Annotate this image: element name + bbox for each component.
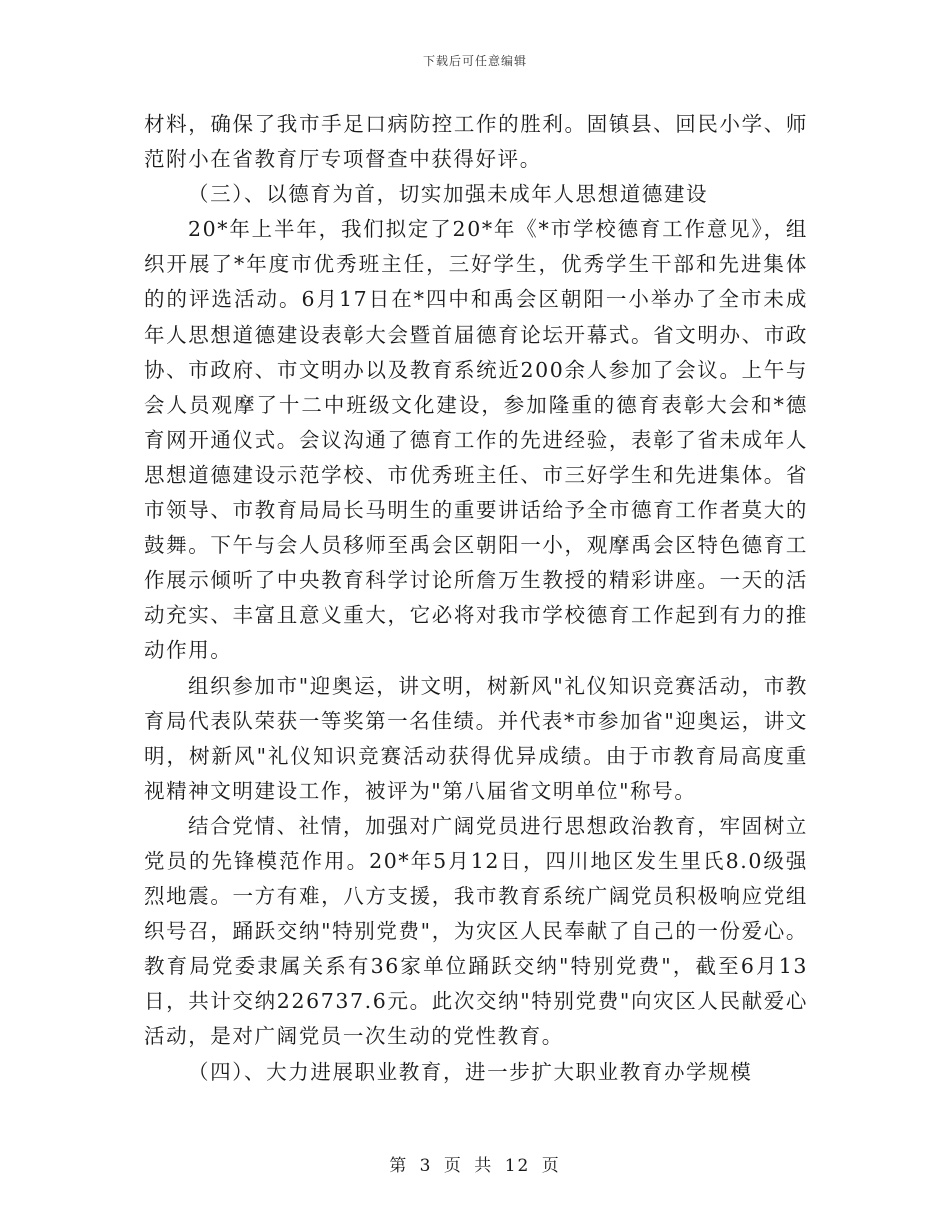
paragraph-moral-education: 20*年上半年，我们拟定了20*年《*市学校德育工作意见》，组织开展了*年度市优秀班主任，三好学生，优秀学生干部和先进集体的的评选活动。6月17日在*四中和禹会区朝阳一小举办了全市未成年人思想道德建设表彰大会暨首届德育论坛开幕式。省文明办、市政协、市政府、市文明办以及教育系统近200余人参加了会议。上午与会人员观摩了十二中班级文化建设，参加隆重的德育表彰大会和*德育网开通仪式。会议沟通了德育工作的先进经验，表彰了省未成年人思想道德建设示范学校、市优秀班主任、市三好学生和先进集体。省市领导、市教育局局长马明生的重要讲话给予全市德育工作者莫大的鼓舞。下午与会人员移师至禹会区朝阳一小，观摩禹会区特色德育工作展示倾听了中央教育科学讨论所詹万生教授的精彩讲座。一天的活动充实、丰富且意义重大，它必将对我市学校德育工作起到有力的推动作用。 [144,217,808,663]
paragraph-party-members: 结合党情、社情，加强对广阔党员进行思想政治教育，牢固树立党员的先锋模范作用。20*年5月12日，四川地区发生里氏8.0级强烈地震。一方有难，八方支援，我市教育系统广阔党员积极响应党组织号召，踊跃交纳"特别党费"，为灾区人民奉献了自己的一份爱心。教育局党委隶属关系有36家单位踊跃交纳"特别党费"，截至6月13日，共计交纳226737.6元。此次交纳"特别党费"向灾区人民献爱心活动，是对广阔党员一次生动的党性教育。 [144,813,808,1049]
paragraph-etiquette-contest: 组织参加市"迎奥运，讲文明，树新风"礼仪知识竞赛活动，市教育局代表队荣获一等奖第一名佳绩。并代表*市参加省"迎奥运，讲文明，树新风"礼仪知识竞赛活动获得优异成绩。由于市教育局高度重视精神文明建设工作，被评为"第八届省文明单位"称号。 [144,673,808,803]
page-number-footer: 第 3 页 共 12 页 [389,1156,561,1176]
document-body [144,107,808,1090]
paragraph-continuation: 材料，确保了我市手足口病防控工作的胜利。固镇县、回民小学、师范附小在省教育厅专项督查中获得好评。 [144,112,808,172]
page-header: 下载后可任意编辑 [422,54,527,68]
section-heading-three: （三）、以德育为首，切实加强未成年人思想道德建设 [188,182,709,207]
section-heading-four: （四）、大力进展职业教育，进一步扩大职业教育办学规模 [188,1059,753,1084]
